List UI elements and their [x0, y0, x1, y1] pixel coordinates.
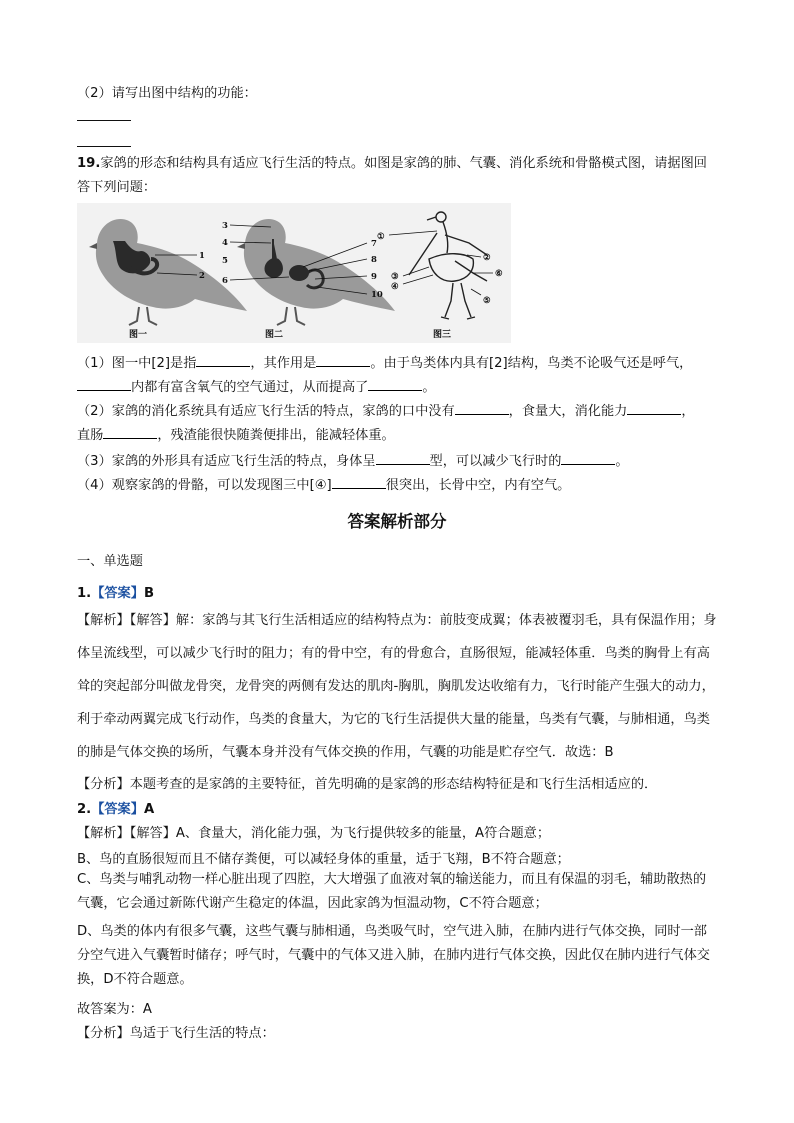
- pointer-c5: [471, 289, 481, 295]
- fig1-label-2: 2: [199, 271, 205, 281]
- answer-1-tag: 【答案】: [91, 586, 144, 601]
- answers-title: 答案解析部分: [347, 512, 447, 531]
- figure-three: [409, 212, 487, 319]
- answer-blank-1: [77, 120, 131, 121]
- blank: [316, 354, 370, 367]
- pointer-c3: [403, 267, 429, 276]
- q19-sub4: [77, 474, 570, 493]
- blank: [196, 354, 250, 367]
- answer-1-header: [77, 582, 154, 601]
- answer-2-header: [77, 798, 154, 817]
- q18-sub2: （2）请写出图中结构的功能：: [77, 86, 257, 101]
- fig3-label-5: ⑤: [483, 296, 491, 306]
- q19-s1-a: （1）图一中[2]是指: [77, 356, 197, 371]
- q19-s2-d: 直肠: [77, 428, 104, 443]
- skeleton-beak: [427, 217, 436, 220]
- answer-1-number: 1.: [77, 586, 92, 601]
- q19-s2-c: ，: [681, 404, 695, 419]
- blank: [368, 378, 422, 391]
- blank: [376, 452, 430, 465]
- answer-blank-2: [77, 146, 131, 147]
- q19-s4-a: （4）观察家鸽的骨骼，可以发现图三中[④]: [77, 478, 332, 493]
- neck-vertebrae: [443, 222, 448, 253]
- legs-1: [129, 307, 157, 325]
- answer-2-fenxi: 【分析】鸟适于飞行生活的特点：: [77, 1026, 275, 1041]
- skull: [436, 212, 446, 222]
- section-title: 一、单选题: [77, 554, 143, 569]
- legs-2: [277, 307, 305, 325]
- answer-2-value: A: [143, 802, 155, 817]
- fig2-label-7: 7: [371, 239, 377, 249]
- q19-s1-d: 内都有富含氧气的空气通过，从而提高了: [131, 380, 369, 395]
- q19-s4-b: 很突出，长骨中空，内有空气。: [385, 478, 571, 493]
- answer-2-number: 2.: [77, 802, 92, 817]
- q19-s2-e: ，残渣能很快随粪便排出，能减轻体重。: [157, 428, 395, 443]
- fig2-label-4: 4: [222, 238, 228, 248]
- pelvis: [455, 261, 487, 281]
- q19-sub2-line2: [77, 424, 395, 443]
- q19-s3-c: 。: [615, 454, 629, 469]
- blank: [627, 402, 681, 415]
- fig2-label-8: 8: [371, 255, 377, 265]
- fig2-label-6: 6: [222, 276, 228, 286]
- figure-two: [222, 219, 395, 340]
- fig2-label-9: 9: [371, 272, 377, 282]
- fig2-label-5: 5: [222, 256, 228, 266]
- answer-2-tag: 【答案】: [91, 802, 144, 817]
- fig2-label-3: 3: [222, 221, 228, 231]
- q19-s1-c: 。由于鸟类体内具有[2]结构，鸟类不论吸气还是呼气，: [370, 356, 693, 371]
- fig3-label-2: ②: [483, 253, 491, 263]
- fig3-label-1: ①: [377, 232, 385, 242]
- blank: [561, 452, 615, 465]
- answer-2-line5: 故答案为：A: [77, 1002, 152, 1017]
- caption-fig1: 图一: [129, 330, 148, 340]
- q19-s1-b: ，其作用是: [250, 356, 317, 371]
- pigeon-diagram: [77, 203, 511, 343]
- q19-stem: [77, 152, 717, 200]
- pointer-c1: [389, 231, 437, 235]
- beak-2: [237, 243, 245, 249]
- q19-s3-a: （3）家鸽的外形具有适应飞行生活的特点，身体呈: [77, 454, 376, 469]
- q19-s2-b: ，食量大，消化能力: [508, 404, 628, 419]
- answer-1-fenxi: 【分析】本题考查的是家鸽的主要特征，首先明确的是家鸽的形态结构特征是和飞行生活相适应的．: [77, 777, 658, 792]
- fig2-label-10: 10: [371, 290, 383, 300]
- q19-sub2-line1: [77, 400, 695, 419]
- fig3-label-6: ⑥: [495, 269, 503, 279]
- keel-sternum: [429, 254, 473, 282]
- answer-2-line2: B、鸟的直肠很短而且不储存粪便，可以减轻身体的重量，适于飞翔，B不符合题意；: [77, 852, 570, 867]
- blank: [332, 476, 386, 489]
- q19-s2-a: （2）家鸽的消化系统具有适应飞行生活的特点，家鸽的口中没有: [77, 404, 455, 419]
- leg-bones: [445, 283, 471, 317]
- answer-2-line3: C、鸟类与哺乳动物一样心脏出现了四腔，大大增强了血液对氧的输送能力，而且有保温的羽毛，辅助散热的气囊，它会通过新陈代谢产生稳定的体温，因此家鸽为恒温动物，C不符合题意；: [77, 872, 707, 911]
- beak-1: [89, 243, 97, 249]
- q19-sub1-line2: [77, 376, 436, 395]
- q19-s3-b: 型，可以减少飞行时的: [429, 454, 562, 469]
- figure-three-labels: [377, 231, 503, 340]
- blank: [455, 402, 509, 415]
- answer-2-line1: 【解析】【解答】A、食量大，消化能力强，为飞行提供较多的能量，A符合题意；: [77, 826, 551, 841]
- feet: [441, 317, 475, 319]
- fig3-label-4: ④: [391, 282, 399, 292]
- answer-1-jiexi: 【解析】【解答】解：家鸽与其飞行生活相适应的结构特点为：前肢变成翼；体表被覆羽毛，具有保温作用；身体呈流线型，可以减少飞行时的阻力；有的骨中空，有的骨愈合，直肠很短，能减轻体重．鸟类的胸骨上有高耸的突起部分叫做龙骨突，龙骨突的两侧有发达的肌肉-胸肌，胸肌发达收缩有力，飞行时能产生强大的动力，利于牵动两翼完成飞行动作，鸟类的食量大，为它的飞行生活提供大量的能量，鸟类有气囊，与肺相通，鸟类的肺是气体交换的场所，气囊本身并没有气体交换的作用，气囊的功能是贮存空气．故选：B: [77, 613, 717, 760]
- pointer-c4: [403, 275, 433, 284]
- blank: [77, 378, 131, 391]
- fig1-label-1: 1: [199, 251, 205, 261]
- fig3-label-3: ③: [391, 272, 399, 282]
- answer-2-line4: D、鸟类的体内有很多气囊，这些气囊与肺相通，鸟类吸气时，空气进入肺，在肺内进行气体交换，同时一部分空气进入气囊暂时储存；呼气时，气囊中的气体又进入肺，在肺内进行气体交换，因此仅在肺内进行气体交换，D不符合题意。: [77, 924, 710, 987]
- caption-fig2: 图二: [265, 330, 284, 340]
- caption-fig3: 图三: [433, 330, 452, 340]
- q19-sub1-line1: [77, 352, 692, 371]
- q19-sub3: [77, 450, 629, 469]
- q19-s1-e: 。: [422, 380, 436, 395]
- blank: [103, 426, 157, 439]
- q19-stem-text: 家鸽的形态和结构具有适应飞行生活的特点。如图是家鸽的肺、气囊、消化系统和骨骼模式图，请据图回答下列问题：: [77, 156, 707, 195]
- q19-number: 19.: [77, 156, 101, 171]
- answer-1-value: B: [143, 586, 154, 601]
- pigeon-figure: [77, 203, 511, 343]
